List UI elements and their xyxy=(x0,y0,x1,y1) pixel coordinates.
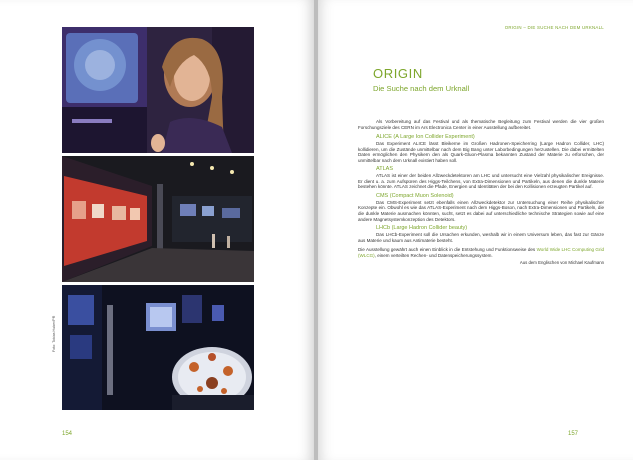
section-heading-lhcb: LHCb (Large Hadron Collider beauty) xyxy=(376,225,468,232)
article-body xyxy=(358,119,604,266)
closing-highlight: World Wide LHC Computing Grid (WLCG) xyxy=(358,247,604,258)
running-head: ORIGIN – DIE SUCHE NACH DEM URKNALL xyxy=(504,25,604,30)
photo-exhibition-hall xyxy=(62,156,254,282)
closing-text: Die Ausstellung gewährt auch einen Einblick in die Entstehung und Funktionsweise des xyxy=(358,247,536,253)
section-text-alice: Das Experiment ALICE lässt Bleikerne im Großen Hadronen-Speicherring (Large Hadron Collider, LHC) kollidieren, um die Zustände unmittelbar nach dem Big Bang unter Laborbedingungen herzustellen. Die dabei ermittelten Daten ermöglichen den Physikern den als Quark-Gluon-Plasma bekannten Zustand der Materie zu erforschen, der unmittelbar nach dem Urknall existiert haben soll. xyxy=(358,141,604,163)
right-page xyxy=(318,0,633,460)
page-number-right: 157 xyxy=(568,431,579,437)
translator-credit: Aus dem Englischen von Michael Kaufmann xyxy=(519,260,604,266)
closing-tail: , einem verteilten Rechen- und Datenspeicherungssystem. xyxy=(374,252,493,258)
page-subtitle: Die Suche nach dem Urknall xyxy=(373,84,470,93)
left-page xyxy=(0,0,314,460)
closing-paragraph xyxy=(358,247,604,258)
photo-detector-model xyxy=(62,285,254,410)
section-heading-cms: CMS (Compact Muon Solenoid) xyxy=(376,192,454,199)
photo-girl-at-exhibit xyxy=(62,27,254,153)
section-heading-alice: ALICE (A Large Ion Collider Experiment) xyxy=(376,134,475,141)
intro-paragraph: Als Vorbereitung auf das Festival und als thematische Begleitung zum Festival werden die vier großen Forschungsziele des CERN im Ars Electronica Center in einer Ausstellung aufbereitet. xyxy=(358,119,604,130)
section-text-atlas: ATLAS ist einer der beiden Allzweckdetektoren am LHC und untersucht eine Vielzahl physikalischer Ereignisse. Er dient u. a. zum Aufspüren des Higgs-Teilchens, von Extra-Dimensionen und Partikeln, aus denen die dunkle Materie bestehen könnte. ATLAS zeichnet die Pfade, Energien und Identitäten der bei den Kollisionen erzeugten Partikel auf. xyxy=(358,173,604,190)
page-number-left: 154 xyxy=(62,431,73,437)
section-text-lhcb: Das LHCb-Experiment soll die Ursachen erkunden, weshalb wir in einem Universum leben, das fast zur Gänze aus Materie und kaum aus Antimaterie besteht. xyxy=(358,232,604,243)
photo-credit: Foto: Tobias Huber/PR xyxy=(52,315,56,352)
section-heading-atlas: ATLAS xyxy=(376,166,394,173)
page-title: ORIGIN xyxy=(373,66,423,81)
section-text-cms: Das CMS-Experiment setzt ebenfalls einen Allzweckdetektor zur Untersuchung einer Reihe physikalischer Konzepte ein. Obwohl es wie das ATLAS-Experiment nach dem Higgs-Boson, nach Extra-Dimensionen und Partikeln, die die dunkle Materie ausmachen könnten, sucht, setzt es dabei auf unterschiedliche technische Strategien sowie auf eine andere Magnetsystemkonzeption des Detektors. xyxy=(358,199,604,222)
